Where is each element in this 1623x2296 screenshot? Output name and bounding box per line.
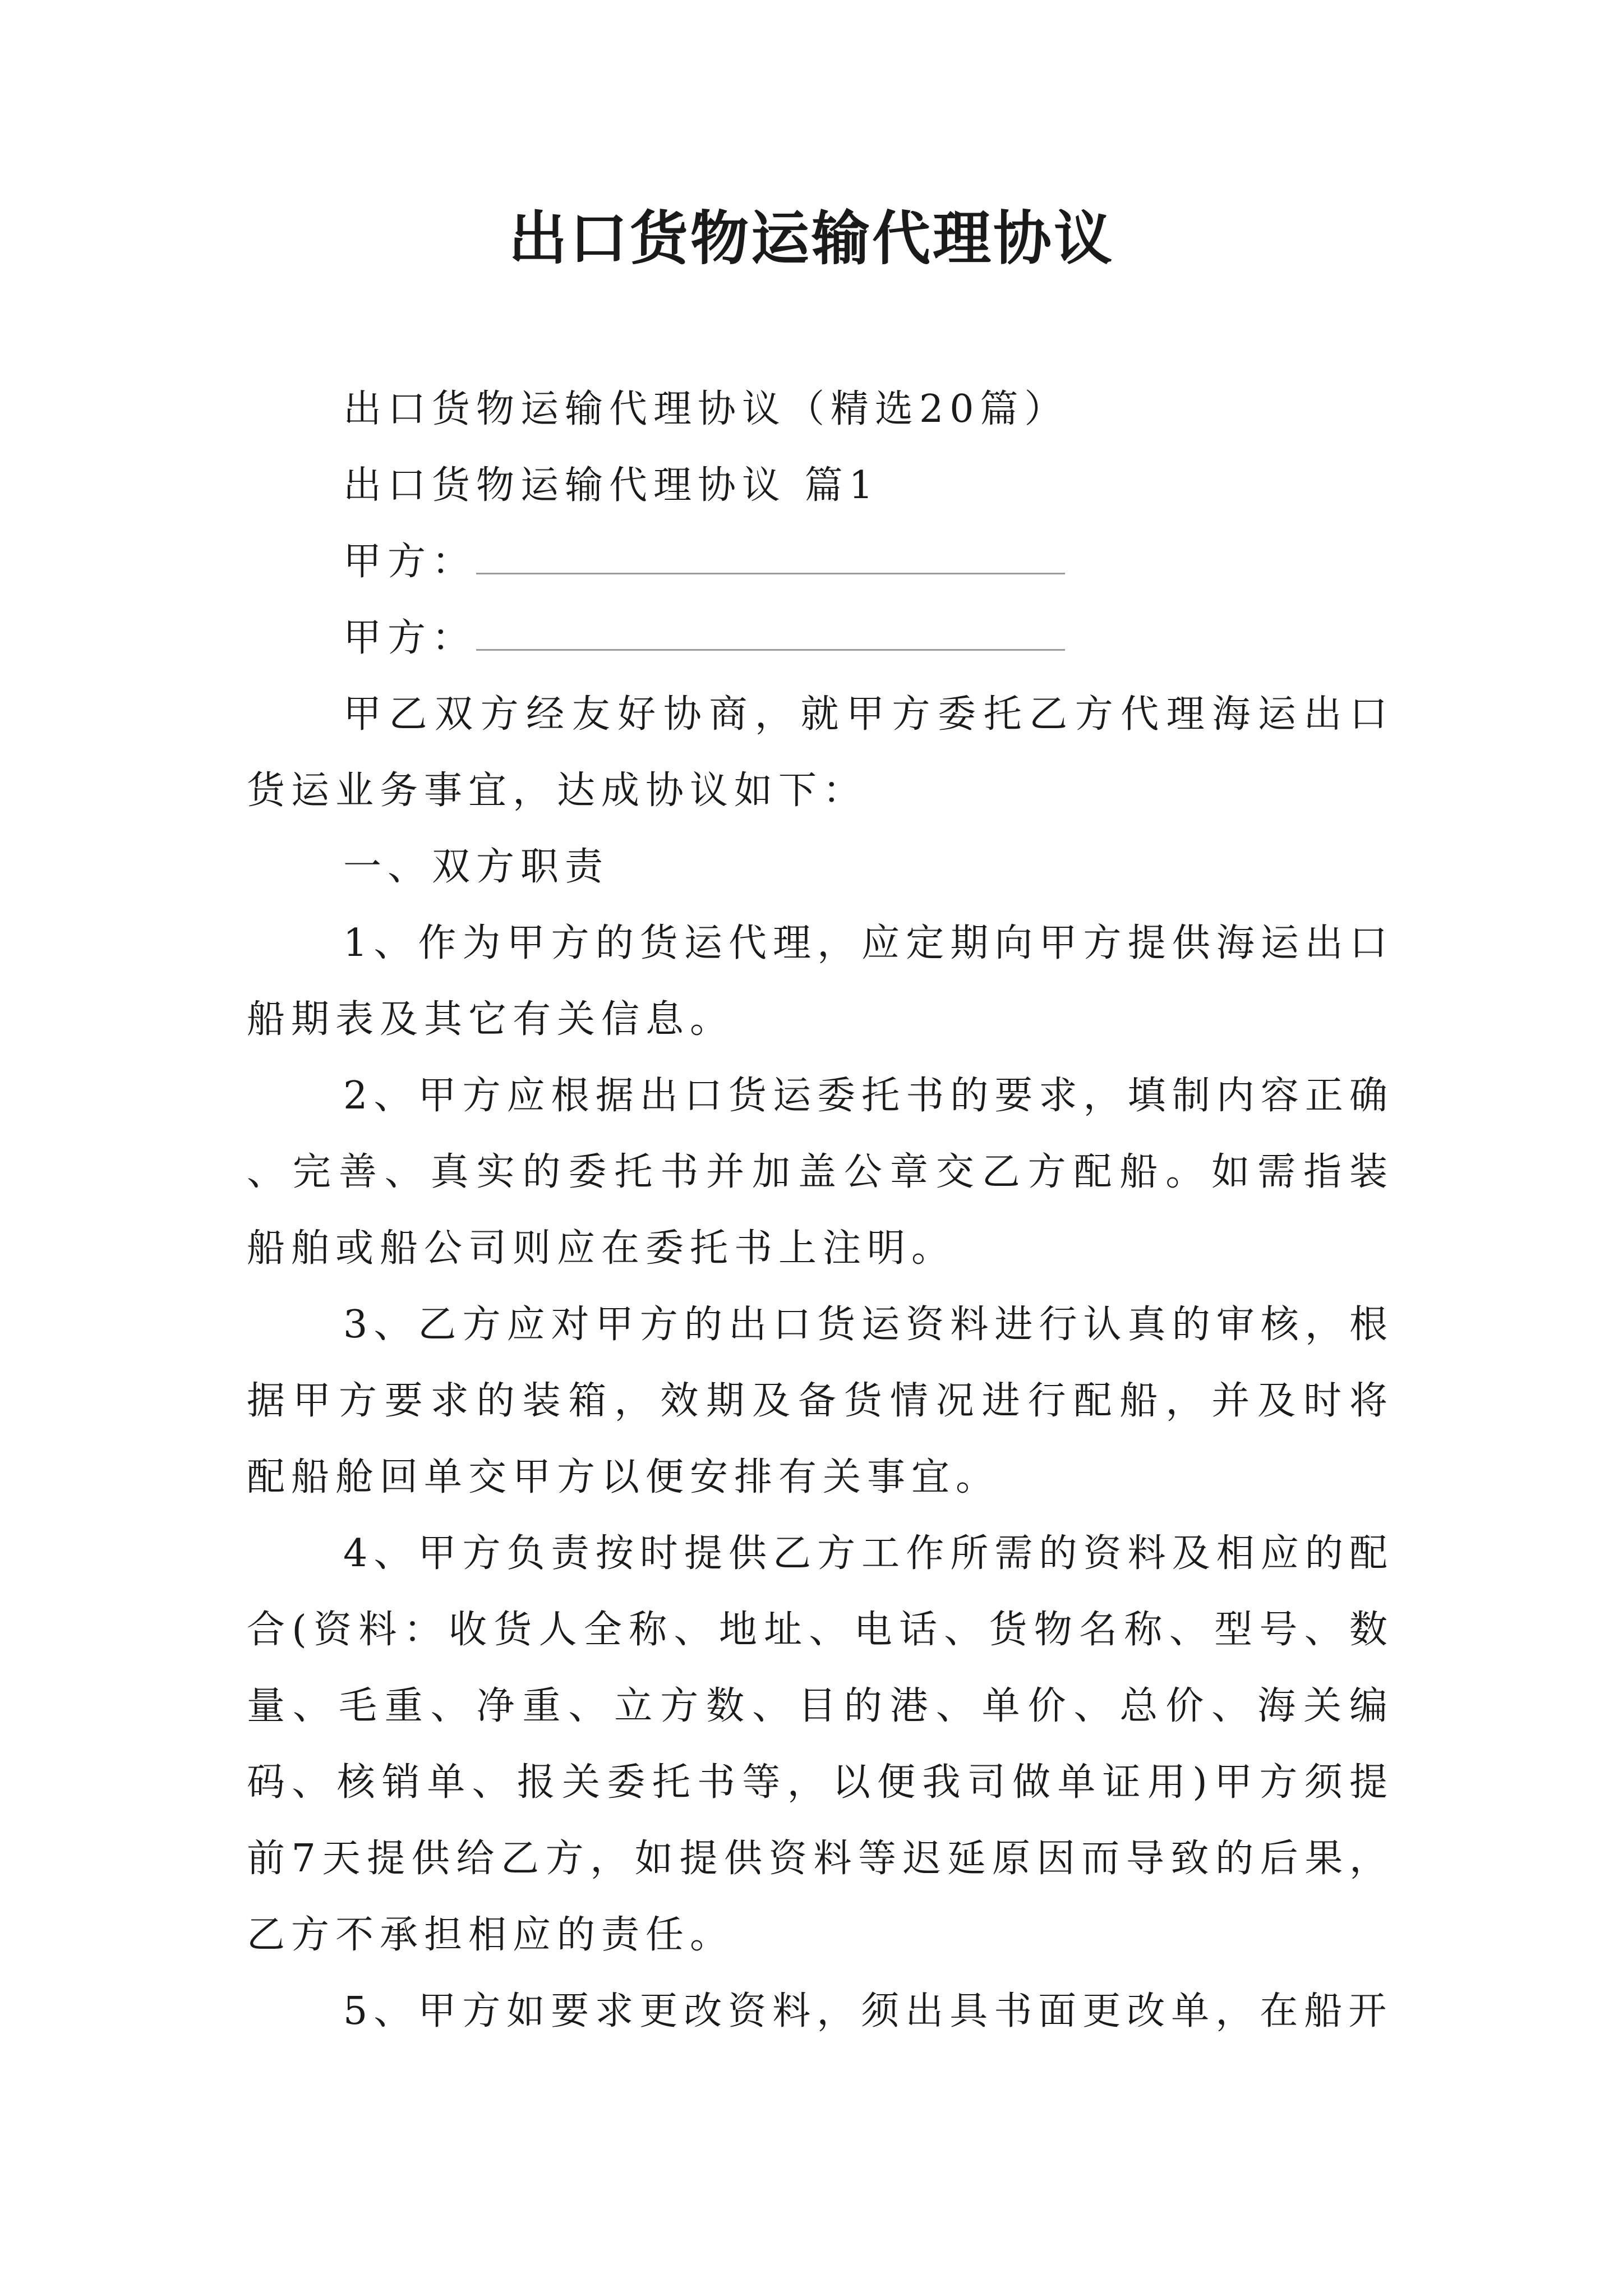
subtitle: 出口货物运输代理协议（精选20篇） <box>343 387 1069 431</box>
chapter-heading: 出口货物运输代理协议 篇1 <box>343 463 879 508</box>
clause-5: 5、甲方如要求更改资料，须出具书面更改单，在船开 <box>343 1989 1393 2033</box>
clause-2: 2、甲方应根据出口货运委托书的要求，填制内容正确、完善、真实的委托书并加盖公章交乙方配船。如需指装船舶或船公司则应在委托书上注明。 <box>247 1074 1394 1271</box>
document-body <box>247 371 1394 2050</box>
party-b-blank <box>476 615 1065 651</box>
section-heading: 一、双方职责 <box>343 845 610 889</box>
party-b-line <box>247 600 1394 677</box>
clause-1: 1、作为甲方的货运代理，应定期向甲方提供海运出口船期表及其它有关信息。 <box>247 921 1394 1042</box>
party-a-blank <box>476 539 1065 574</box>
party-a-line <box>247 524 1394 600</box>
clause-3: 3、乙方应对甲方的出口货运资料进行认真的审核，根据甲方要求的装箱，效期及备货情况进行配船，并及时将配船舱回单交甲方以便安排有关事宜。 <box>247 1303 1394 1499</box>
party-b-label: 甲方： <box>343 616 477 660</box>
document-title: 出口货物运输代理协议 <box>508 204 1114 273</box>
party-a-label: 甲方： <box>343 540 477 584</box>
intro-paragraph: 甲乙双方经友好协商，就甲方委托乙方代理海运出口货运业务事宜，达成协议如下： <box>247 692 1394 813</box>
clause-4: 4、甲方负责按时提供乙方工作所需的资料及相应的配合(资料：收货人全称、地址、电话、货物名称、型号、数量、毛重、净重、立方数、目的港、单价、总价、海关编码、核销单、报关委托书等，以便我司做单证用)甲方须提前7天提供给乙方，如提供资料等迟延原因而导致的后果，乙方不承担相应的责任。 <box>247 1531 1394 1957</box>
